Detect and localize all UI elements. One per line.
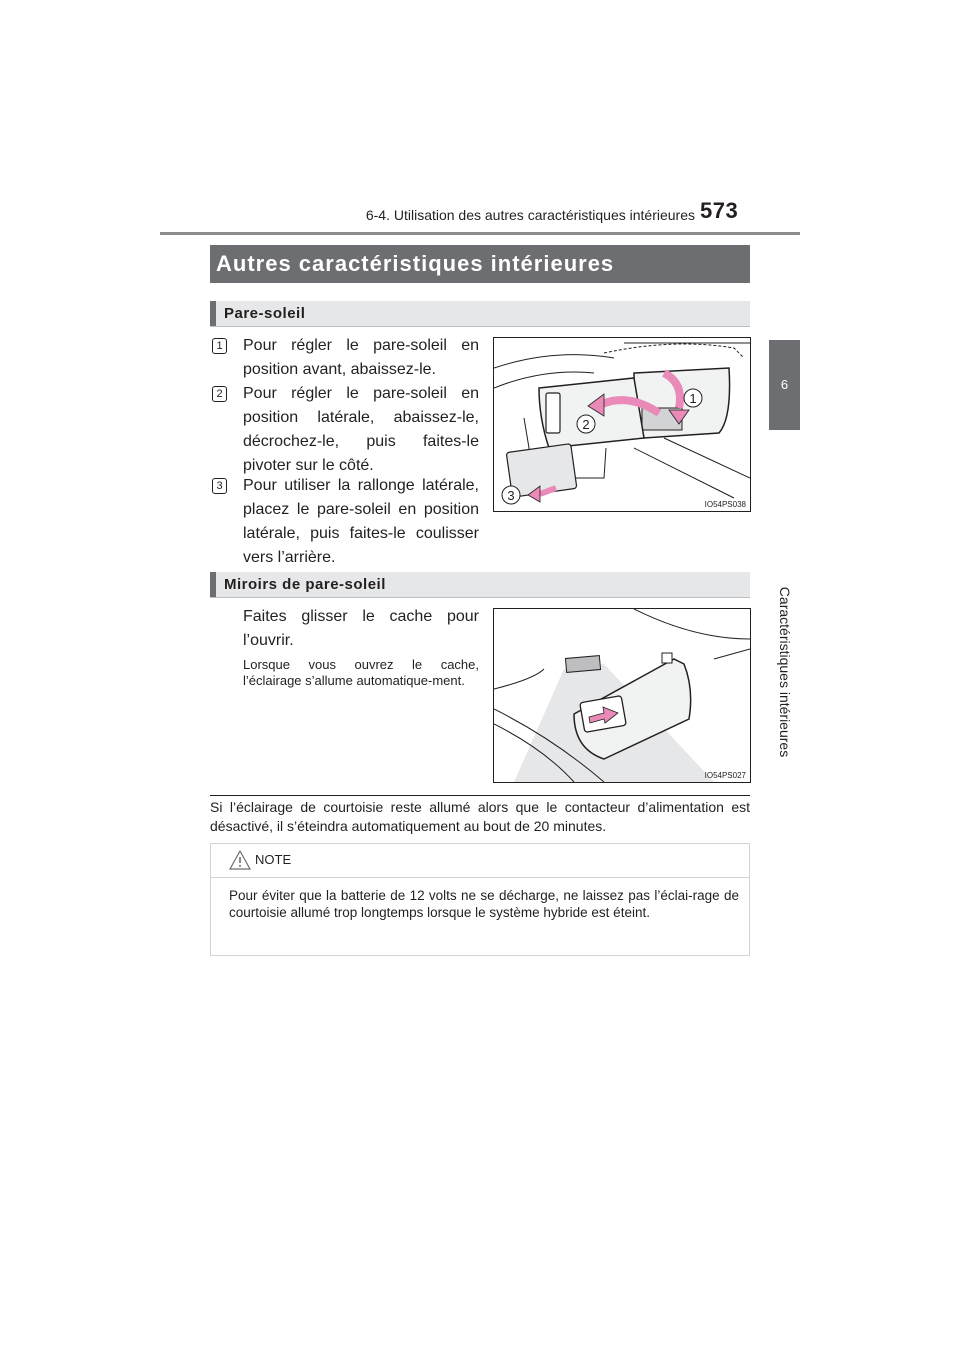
sun-visor-illustration: [493, 337, 751, 512]
note-box: [210, 843, 750, 956]
page-number: 573: [700, 198, 739, 223]
section-heading-pare-soleil: [210, 301, 750, 327]
note-label: NOTE: [255, 852, 292, 867]
info-text: Si l’éclairage de courtoisie reste allumé alors que le contacteur d’alimentation est désactivé, il s’éteindra automatiquement au bout de 20 minutes.: [210, 799, 750, 834]
note-separator: [211, 877, 749, 878]
chapter-tab: 6: [769, 340, 800, 430]
step-number-3: 3: [212, 478, 227, 494]
step-text-2: Pour régler le pare-soleil en position latérale, abaissez-le, décrochez-le, puis faites-le pivoter sur le côté.: [243, 385, 479, 474]
section-heading-miroirs: [210, 572, 750, 598]
callout-3: 3: [507, 488, 515, 503]
callout-1: 1: [689, 391, 697, 406]
section-heading-label: Miroirs de pare-soleil: [224, 576, 386, 593]
step-number-2: 2: [212, 386, 227, 402]
callout-2: 2: [582, 417, 590, 432]
vanity-mirror-illustration: [493, 608, 751, 783]
chapter-title: Caractéristiques intérieures: [776, 586, 793, 758]
warning-icon: [229, 850, 251, 870]
note-text: Pour éviter que la batterie de 12 volts ne se décharge, ne laissez pas l’éclai-rage de courtoisie allumé trop longtemps lorsque le système hybride est éteint.: [229, 888, 739, 920]
figure-id: IO54PS027: [704, 771, 746, 780]
mirror-note: Lorsque vous ouvrez le cache, l’éclairage s’allume automatique-ment.: [243, 657, 479, 688]
sun-visor-drawing: [494, 338, 750, 511]
running-head: 6-4. Utilisation des autres caractéristiques intérieures: [365, 207, 695, 223]
section-heading-label: Pare-soleil: [224, 305, 306, 322]
header-rule: [160, 232, 800, 235]
step-text-1: Pour régler le pare-soleil en position avant, abaissez-le.: [243, 337, 479, 378]
vanity-mirror-drawing: [494, 609, 750, 782]
mirror-instruction: Faites glisser le cache pour l’ouvrir.: [243, 608, 479, 649]
info-rule: [210, 795, 750, 796]
step-text-3: Pour utiliser la rallonge latérale, placez le pare-soleil en position latérale, puis faites-le coulisser vers l’arrière.: [243, 477, 479, 566]
page-title: Autres caractéristiques intérieures: [210, 245, 750, 283]
step-number-1: 1: [212, 338, 227, 354]
chapter-title-wrap: [769, 432, 800, 912]
figure-id: IO54PS038: [704, 500, 746, 509]
section-heading-bar: [210, 572, 216, 597]
section-heading-bar: [210, 301, 216, 326]
